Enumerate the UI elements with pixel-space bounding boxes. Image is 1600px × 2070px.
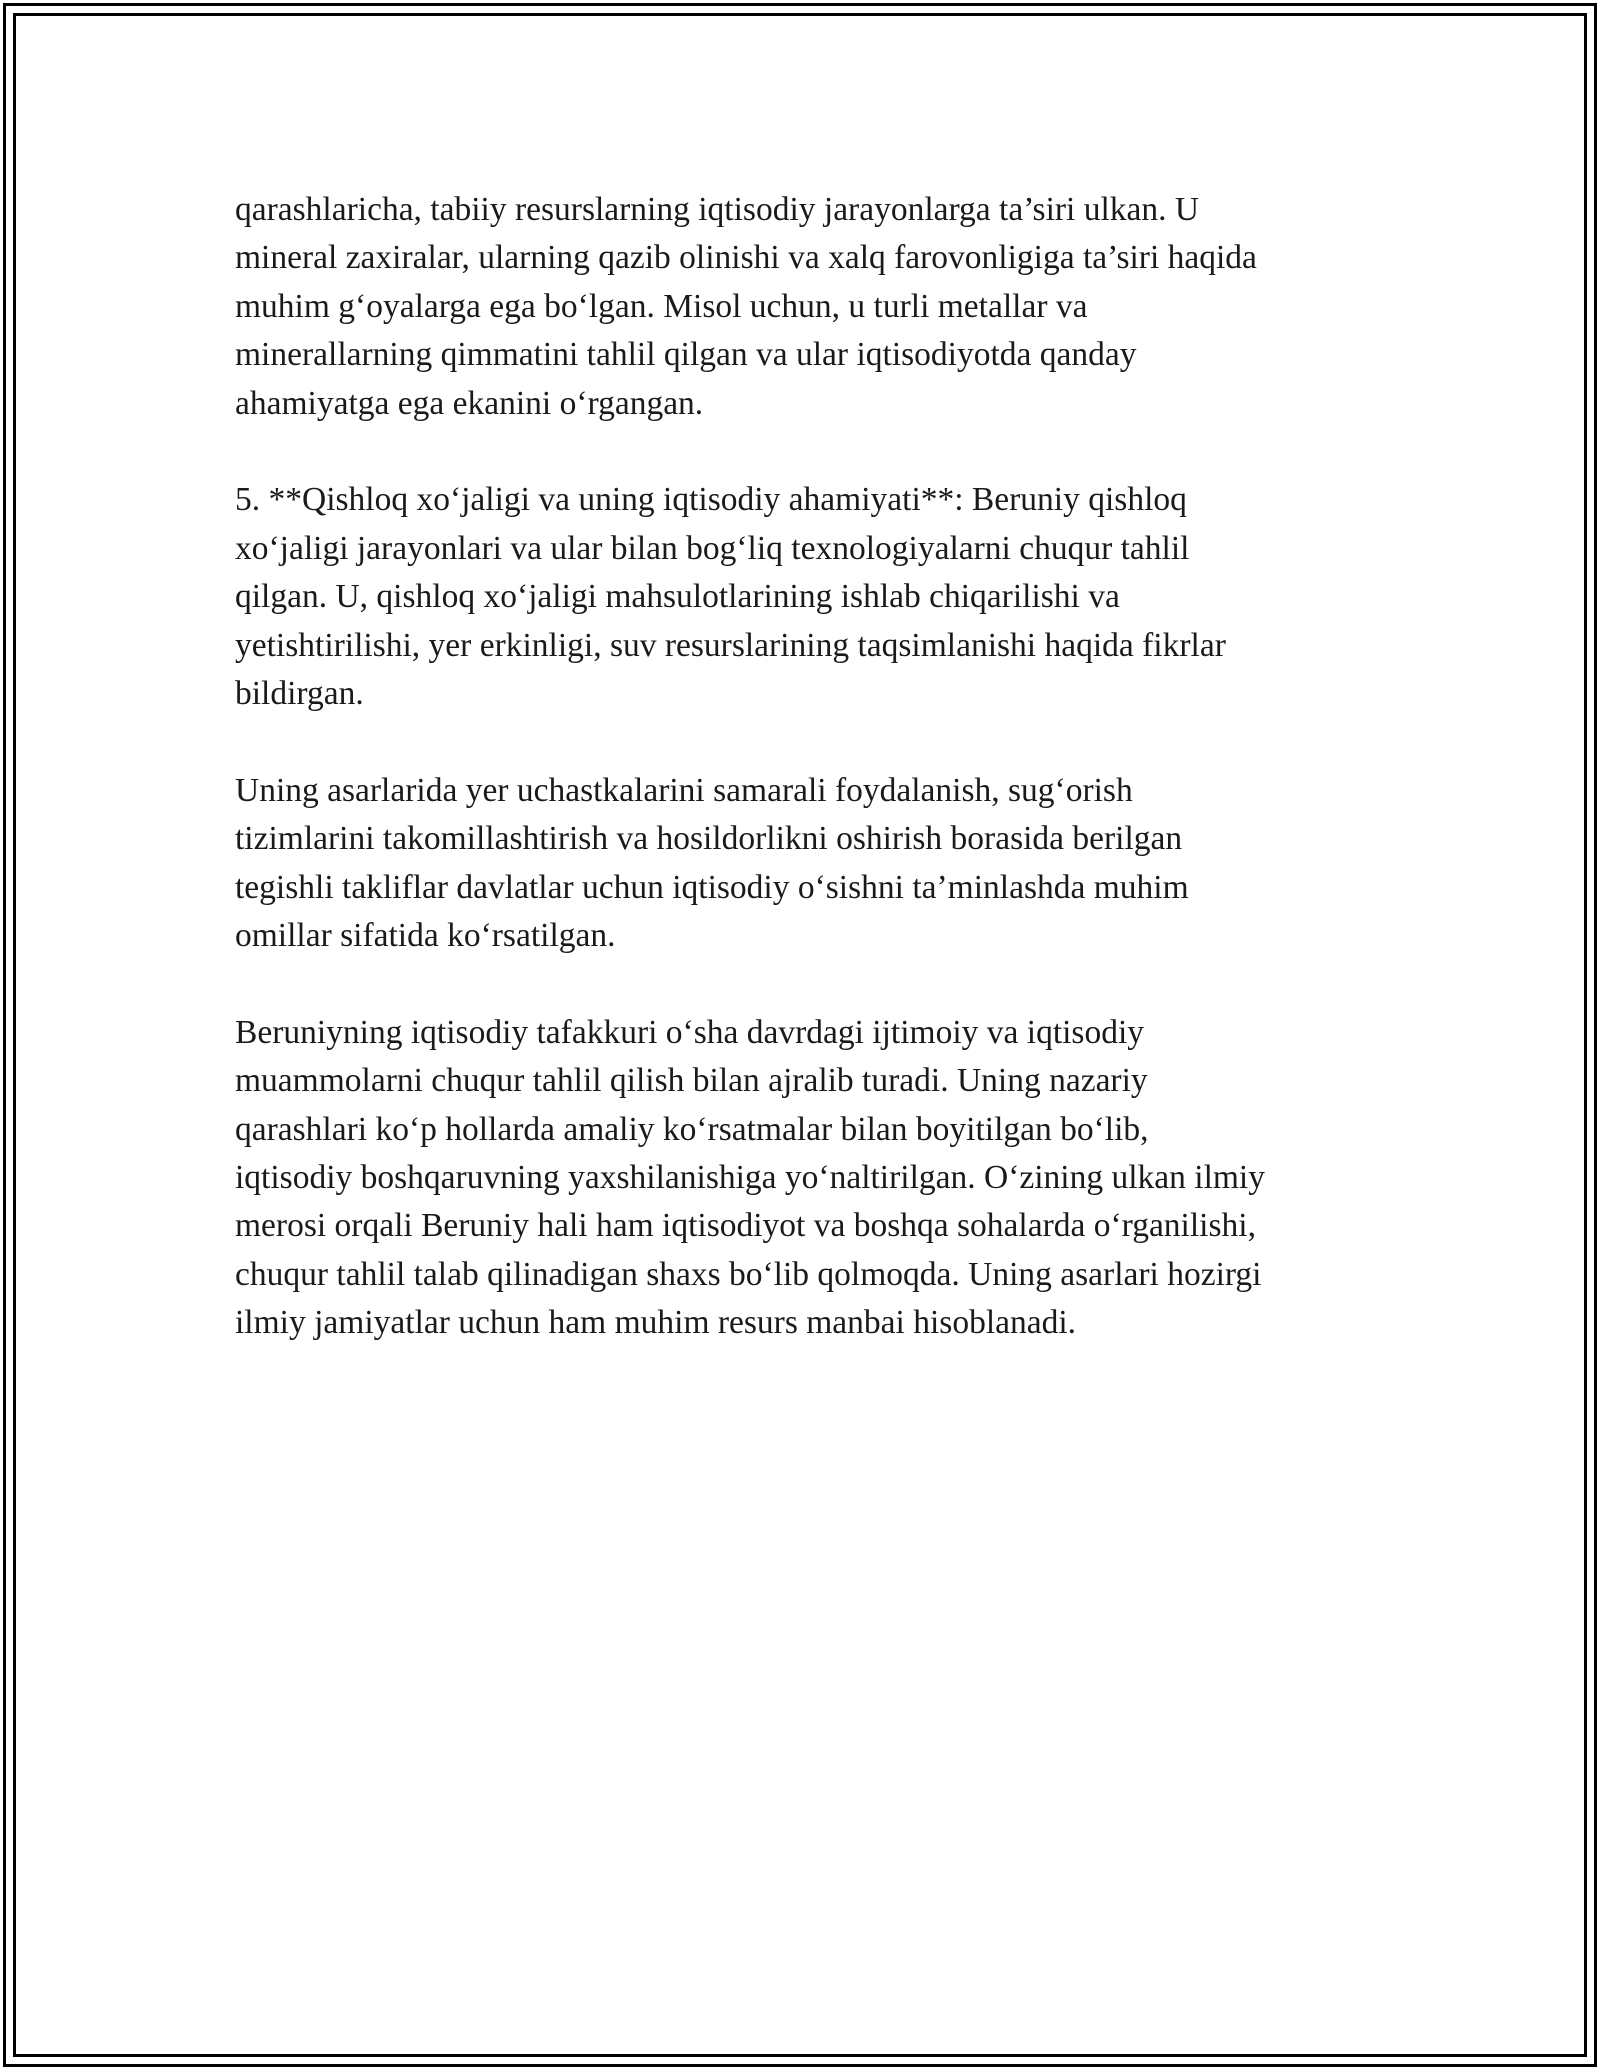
text-line: minerallarning qimmatini tahlil qilgan va ular iqtisodiyotda qanday [235,336,1137,374]
text-line: xo‘jaligi jarayonlari va ular bilan bog‘liq texnologiyalarni chuqur tahlil [235,529,1190,567]
text-line: Uning asarlarida yer uchastkalarini samarali foydalanish, sug‘orish [235,771,1133,809]
text-line: muammolarni chuqur tahlil qilish bilan ajralib turadi. Uning nazariy [235,1062,1148,1100]
text-line: qilgan. U, qishloq xo‘jaligi mahsulotlarining ishlab chiqarilishi va [235,578,1120,616]
text-line: tizimlarini takomillashtirish va hosildorlikni oshirish borasida berilgan [235,820,1183,858]
text-line: tegishli takliflar davlatlar uchun iqtisodiy o‘sishni ta’minlashda muhim [235,868,1189,906]
paragraph-land-use [235,767,1375,961]
text-line: ahamiyatga ega ekanini o‘rgangan. [235,384,704,422]
paragraph-conclusion [235,1009,1375,1348]
text-line: mineral zaxiralar, ularning qazib olinishi va xalq farovonligiga ta’siri haqida [235,239,1257,277]
paragraph-agriculture [235,476,1375,718]
text-line: omillar sifatida ko‘rsatilgan. [235,917,616,955]
text-line: Beruniyning iqtisodiy tafakkuri o‘sha davrdagi ijtimoiy va iqtisodiy [235,1013,1145,1051]
document-body [235,186,1375,1396]
text-line: ilmiy jamiyatlar uchun ham muhim resurs manbai hisoblanadi. [235,1304,1077,1342]
text-line: qarashlaricha, tabiiy resurslarning iqtisodiy jarayonlarga ta’siri ulkan. U [235,191,1200,228]
text-line: iqtisodiy boshqaruvning yaxshilanishiga yo‘naltirilgan. O‘zining ulkan ilmiy [235,1159,1265,1197]
text-line: 5. **Qishloq xo‘jaligi va uning iqtisodiy ahamiyati**: Beruniy qishloq [235,481,1187,519]
text-line: qarashlari ko‘p hollarda amaliy ko‘rsatmalar bilan boyitilgan bo‘lib, [235,1110,1149,1148]
text-line: bildirgan. [235,675,364,713]
paragraph-natural-resources [235,186,1375,428]
text-line: merosi orqali Beruniy hali ham iqtisodiyot va boshqa sohalarda o‘rganilishi, [235,1207,1256,1245]
text-line: muhim g‘oyalarga ega bo‘lgan. Misol uchun, u turli metallar va [235,287,1088,325]
text-line: chuqur tahlil talab qilinadigan shaxs bo‘lib qolmoqda. Uning asarlari hozirgi [235,1255,1262,1293]
text-line: yetishtirilishi, yer erkinligi, suv resurslarining taqsimlanishi haqida fikrlar [235,626,1226,664]
